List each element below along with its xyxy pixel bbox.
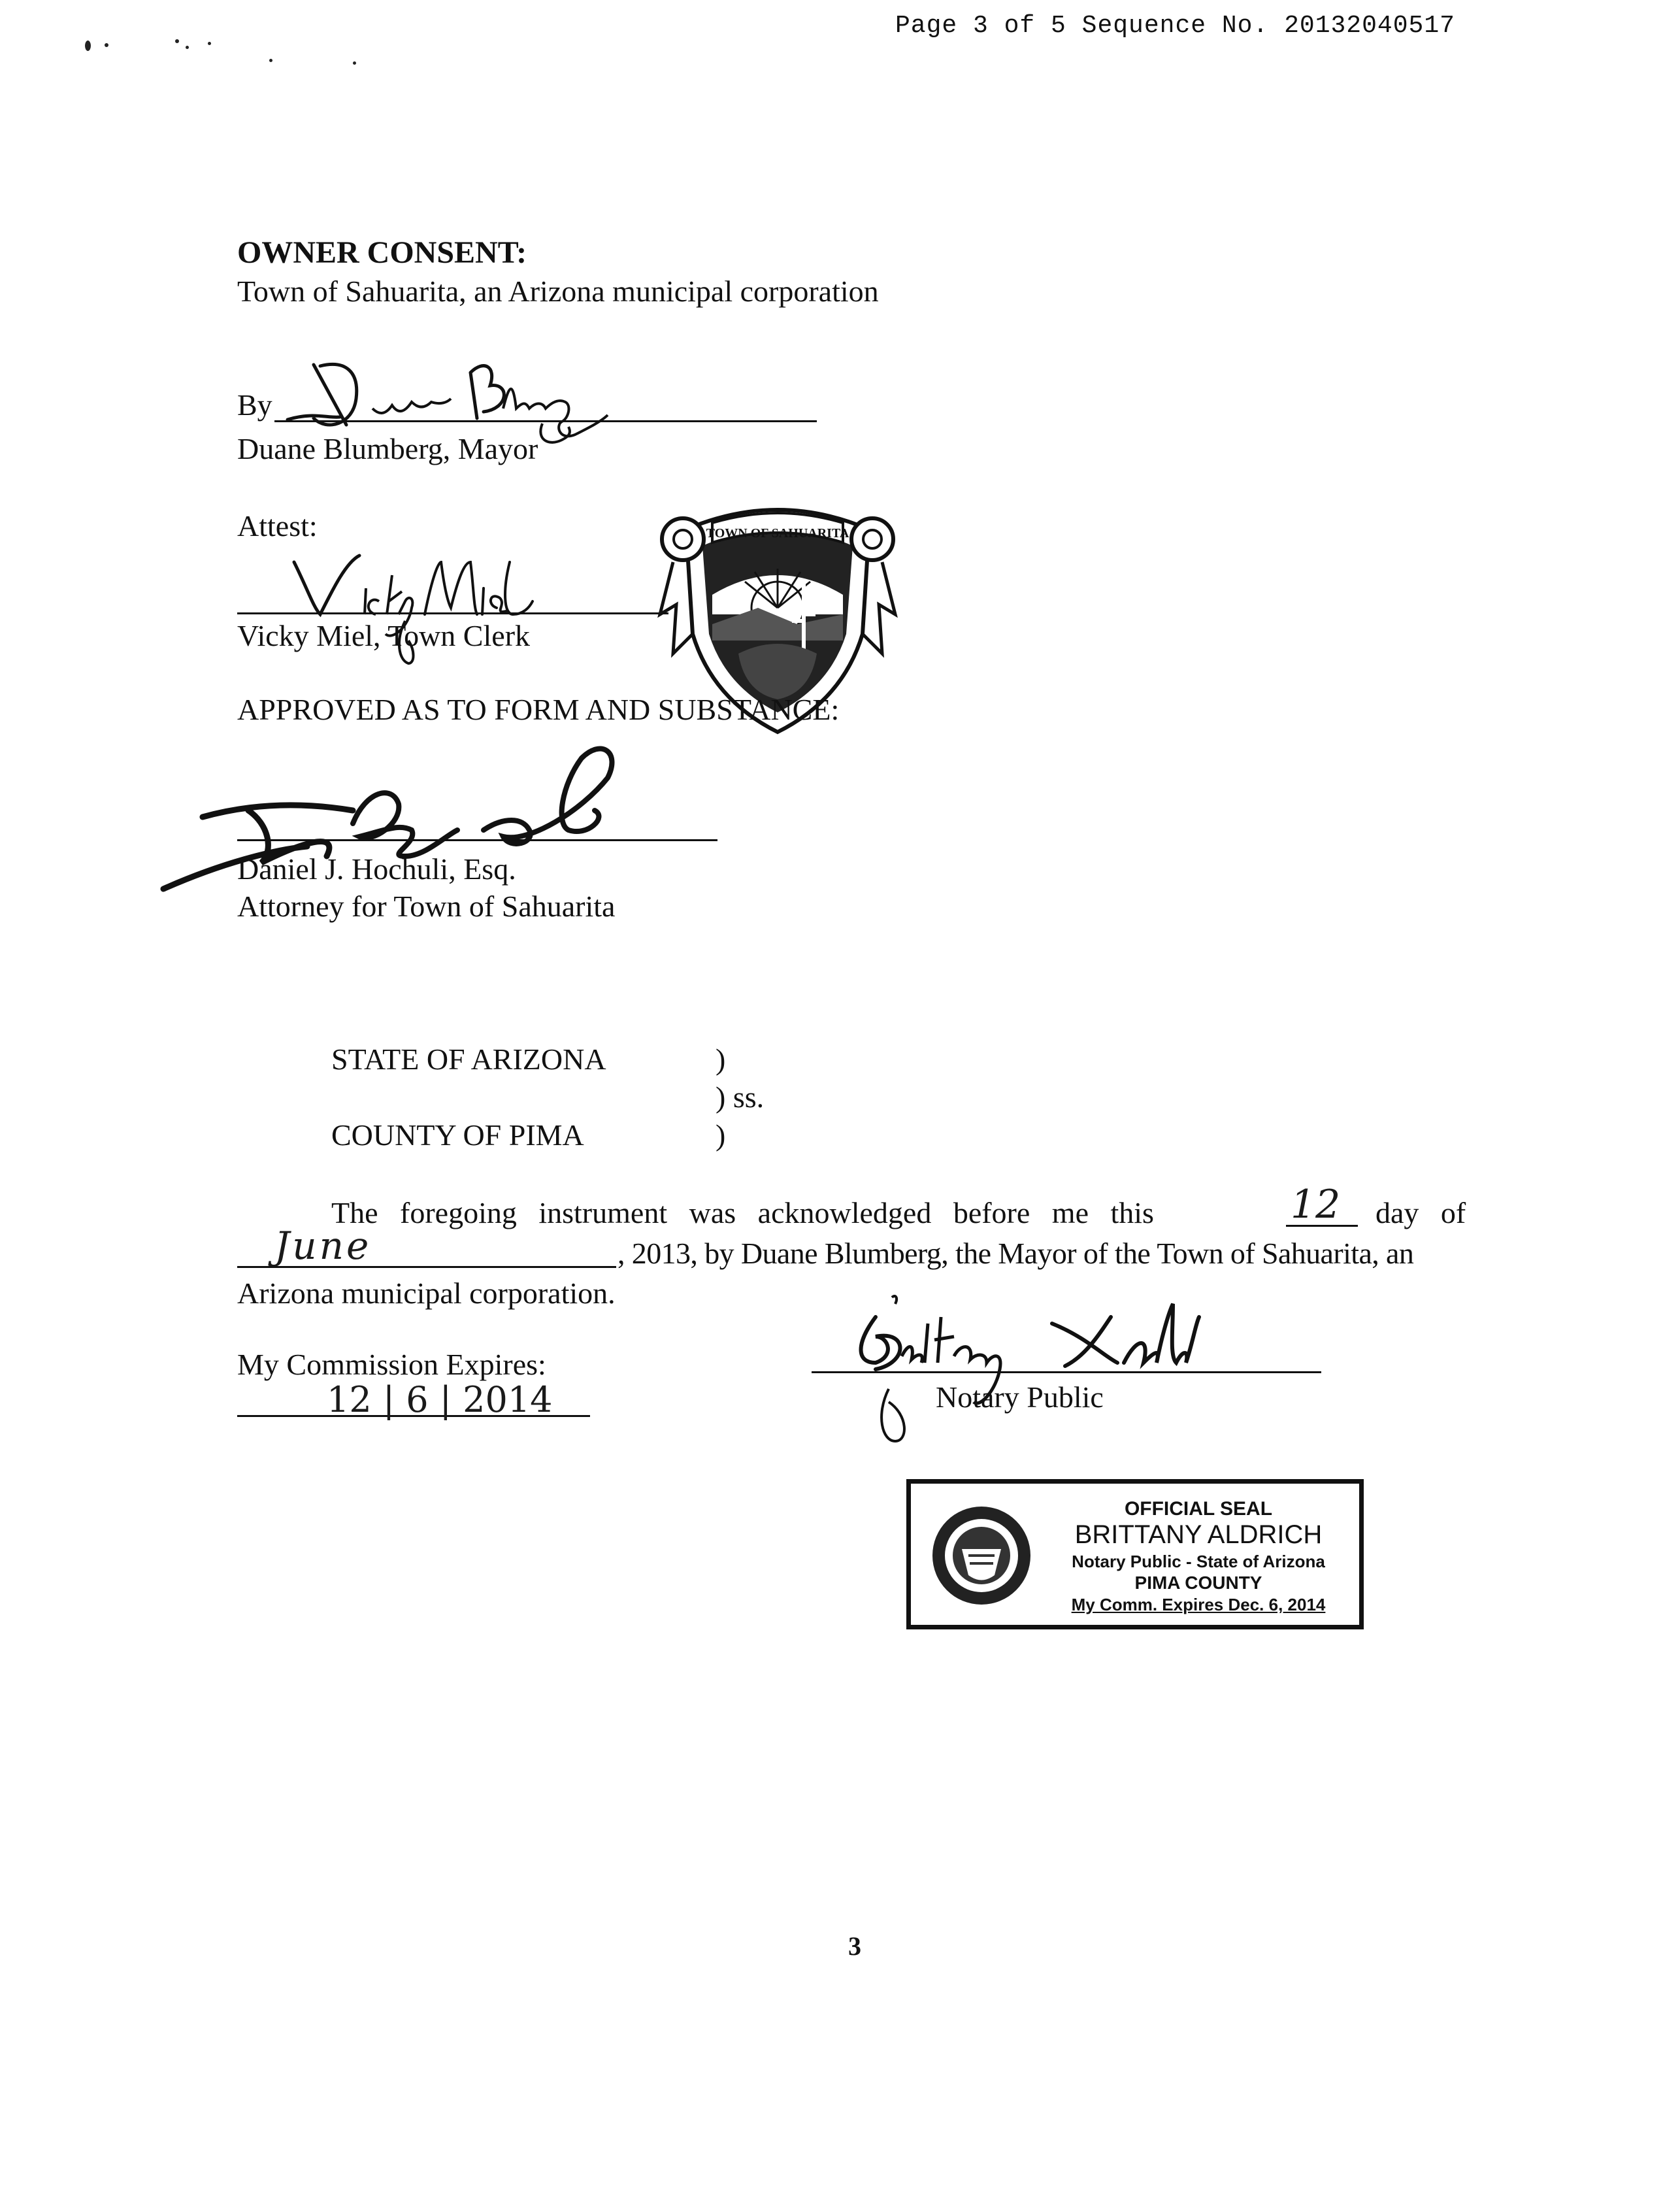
commission-date-handwritten: 12 | 6 | 2014 [327, 1379, 553, 1420]
scan-speck [85, 41, 91, 51]
notary-seal-official: OFFICIAL SEAL [1124, 1498, 1273, 1520]
scan-speck [353, 61, 356, 65]
clerk-signature [274, 536, 549, 680]
ack-line3: Arizona municipal corporation. [237, 1276, 616, 1310]
scan-speck [186, 46, 189, 49]
owner-consent-heading: OWNER CONSENT: [237, 235, 527, 270]
commission-label: My Commission Expires: [237, 1348, 546, 1381]
ack-line1-start: The foregoing instrument was acknowledged before me this [331, 1196, 1154, 1229]
venue-paren-close: ) [716, 1118, 726, 1152]
notary-seal-name: BRITTANY ALDRICH [1074, 1520, 1323, 1549]
page-sequence-header: Page 3 of 5 Sequence No. 20132040517 [895, 12, 1455, 40]
scan-speck [208, 42, 211, 45]
venue-ss: ) ss. [716, 1080, 765, 1114]
ack-day-handwritten: 12 [1291, 1182, 1341, 1227]
venue-state: STATE OF ARIZONA [331, 1042, 606, 1076]
page-number: 3 [848, 1931, 861, 1961]
notary-signature [836, 1291, 1307, 1461]
notary-seal-county: PIMA COUNTY [1134, 1573, 1262, 1593]
approval-heading: APPROVED AS TO FORM AND SUBSTANCE: [237, 693, 840, 726]
ack-line1-end: day of [1375, 1196, 1466, 1229]
mayor-name-title: Duane Blumberg, Mayor [237, 432, 538, 465]
notary-seal-expires: My Comm. Expires Dec. 6, 2014 [1071, 1595, 1326, 1614]
ack-month-handwritten: June [274, 1224, 372, 1268]
notary-seal-emblem [929, 1503, 1034, 1608]
notary-seal-state: Notary Public - State of Arizona [1072, 1552, 1325, 1571]
attest-label: Attest: [237, 509, 318, 542]
attorney-name: Daniel J. Hochuli, Esq. [237, 852, 516, 886]
ack-line2-rest: , 2013, by Duane Blumberg, the Mayor of the Town of Sahuarita, an [618, 1237, 1414, 1270]
notary-public-label: Notary Public [936, 1380, 1104, 1414]
venue-paren-open: ) [716, 1042, 726, 1076]
town-seal-text: TOWN OF SAHUARITA [706, 526, 849, 541]
scan-speck [269, 59, 272, 62]
notary-seal-stamp [906, 1479, 1364, 1629]
owner-entity: Town of Sahuarita, an Arizona municipal corporation [237, 275, 879, 308]
clerk-name-title: Vicky Miel, Town Clerk [237, 619, 531, 652]
scan-speck [105, 43, 108, 47]
scan-speck [175, 39, 179, 43]
by-label: By [237, 388, 272, 422]
attorney-title: Attorney for Town of Sahuarita [237, 890, 616, 923]
venue-county: COUNTY OF PIMA [331, 1118, 584, 1152]
